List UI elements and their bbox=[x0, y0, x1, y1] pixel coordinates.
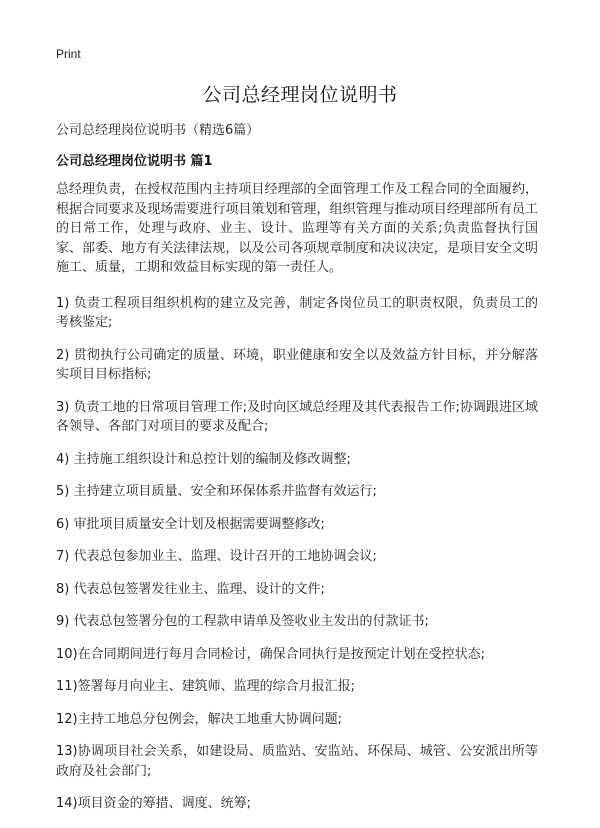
duty-item-7: 7) 代表总包参加业主、监理、设计召开的工地协调会议; bbox=[56, 549, 377, 564]
document-subtitle: 公司总经理岗位说明书（精选6篇） bbox=[56, 123, 260, 138]
duty-item-14: 14)项目资金的筹措、调度、统筹; bbox=[56, 796, 251, 811]
section-heading: 公司总经理岗位说明书 篇1 bbox=[56, 154, 213, 169]
duty-item-11: 11)签署每月向业主、建筑师、监理的综合月报汇报; bbox=[56, 679, 355, 694]
print-link[interactable]: Print bbox=[56, 47, 81, 61]
duty-item-2: 2) 贯彻执行公司确定的质量、环境，职业健康和安全以及效益方针目标，并分解落实项目目标指标; bbox=[56, 347, 538, 382]
duty-item-3: 3) 负责工地的日常项目管理工作;及时向区域总经理及其代表报告工作;协调跟进区域各领导、各部门对项目的要求及配合; bbox=[56, 399, 538, 434]
duty-item-8: 8) 代表总包签署发往业主、监理、设计的文件; bbox=[56, 581, 325, 597]
page-title: 公司总经理岗位说明书 bbox=[202, 84, 398, 106]
duty-item-10: 10)在合同期间进行每月合同检讨，确保合同执行是按预定计划在受控状态; bbox=[56, 646, 485, 662]
document-body bbox=[56, 180, 538, 827]
duty-item-5: 5) 主持建立项目质量、安全和环保体系并监督有效运行; bbox=[56, 484, 377, 499]
duty-item-6: 6) 审批项目质量安全计划及根据需要调整修改; bbox=[56, 516, 325, 532]
duty-item-13: 13)协调项目社会关系，如建设局、质监站、安监站、环保局、城管、公安派出所等政府及社会部门; bbox=[56, 744, 538, 779]
intro-paragraph: 总经理负责，在授权范围内主持项目经理部的全面管理工作及工程合同的全面履约，根据合同要求及现场需要进行项目策划和管理，组织管理与推动项目经理部所有员工的日常工作，处理与政府、业主、设计、监理等有关方面的关系;负责监督执行国家、部委、地方有关法律法规，以及公司各项规章制度和决议决定，是项目安全文明施工、质量，工期和效益目标实现的第一责任人。 bbox=[56, 182, 538, 275]
duty-item-1: 1) 负责工程项目组织机构的建立及完善，制定各岗位员工的职责权限，负责员工的考核鉴定; bbox=[56, 295, 538, 330]
duty-item-12: 12)主持工地总分包例会，解决工地重大协调问题; bbox=[56, 711, 342, 727]
duty-item-9: 9) 代表总包签署分包的工程款申请单及签收业主发出的付款证书; bbox=[56, 614, 429, 629]
duty-item-4: 4) 主持施工组织设计和总控计划的编制及修改调整; bbox=[56, 451, 351, 467]
